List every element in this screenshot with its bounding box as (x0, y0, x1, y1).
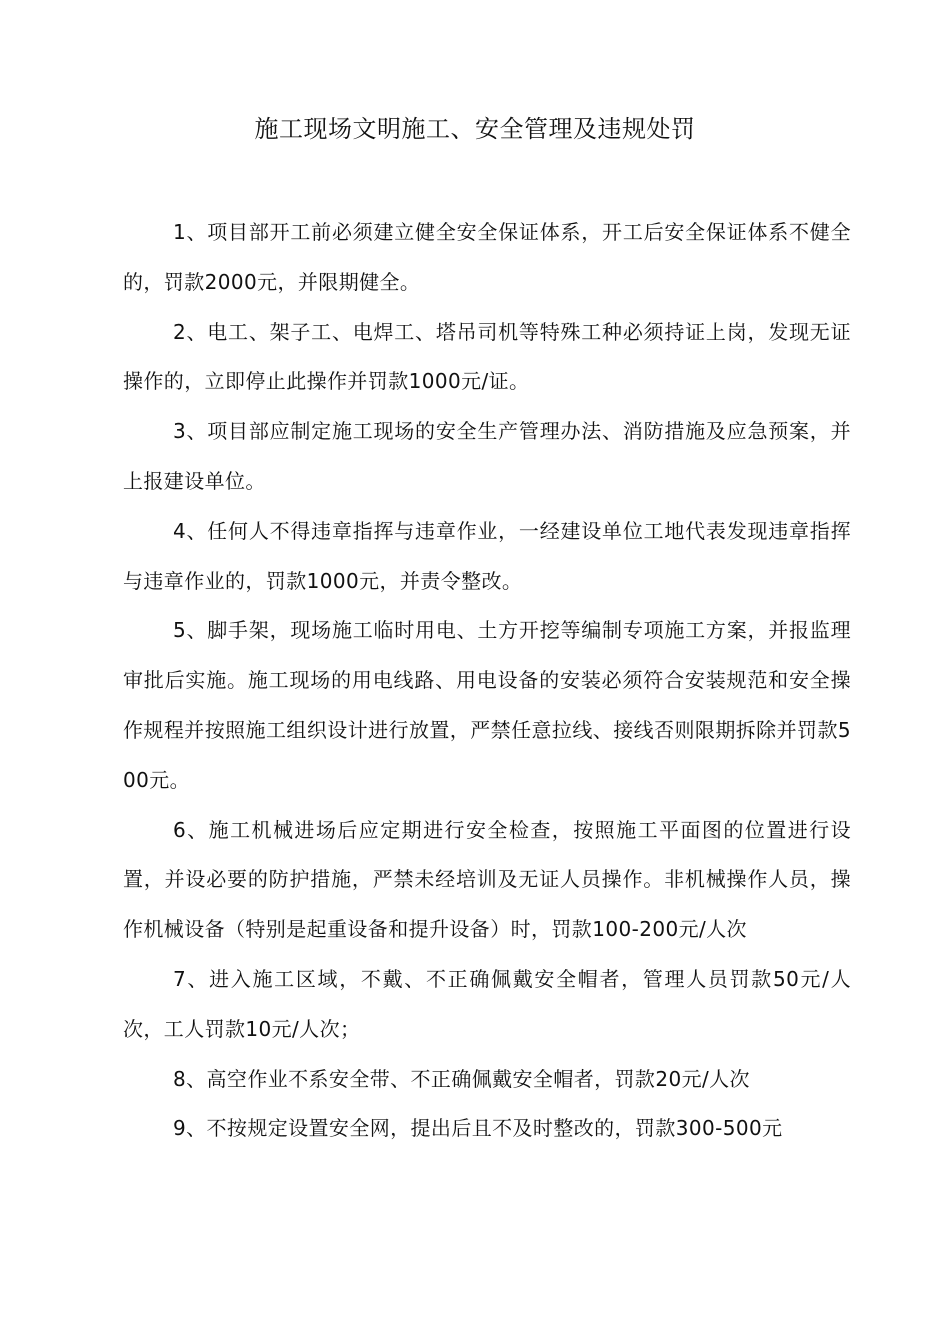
paragraph-5: 5、脚手架，现场施工临时用电、土方开挖等编制专项施工方案，并报监理审批后实施。施工现场的用电线路、用电设备的安装必须符合安装规范和安全操作规程并按照施工组织设计进行放置，严禁任意拉线、接线否则限期拆除并罚款500元。 (123, 618, 851, 792)
paragraph-3: 3、项目部应制定施工现场的安全生产管理办法、消防措施及应急预案，并上报建设单位。 (123, 419, 851, 493)
paragraph-2: 2、电工、架子工、电焊工、塔吊司机等特殊工种必须持证上岗，发现无证操作的，立即停止此操作并罚款1000元/证。 (123, 319, 851, 394)
paragraph-1: 1、项目部开工前必须建立健全安全保证体系，开工后安全保证体系不健全的，罚款2000元，并限期健全。 (123, 220, 851, 294)
document-title: 施工现场文明施工、安全管理及违规处罚 (254, 115, 696, 143)
paragraph-9: 9、不按规定设置安全网，提出后且不及时整改的，罚款300-500元 (173, 1116, 783, 1141)
document-body (123, 208, 851, 1154)
paragraph-8: 8、高空作业不系安全带、不正确佩戴安全帽者，罚款20元/人次 (173, 1066, 750, 1091)
paragraph-6: 6、施工机械进场后应定期进行安全检查，按照施工平面图的位置进行设置，并设必要的防护措施，严禁未经培训及无证人员操作。非机械操作人员，操作机械设备（特别是起重设备和提升设备）时，罚款100-200元/人次 (123, 817, 851, 942)
paragraph-7: 7、进入施工区域，不戴、不正确佩戴安全帽者，管理人员罚款50元/人次，工人罚款10元/人次； (123, 966, 851, 1041)
paragraph-4: 4、任何人不得违章指挥与违章作业，一经建设单位工地代表发现违章指挥与违章作业的，罚款1000元，并责令整改。 (123, 518, 851, 593)
